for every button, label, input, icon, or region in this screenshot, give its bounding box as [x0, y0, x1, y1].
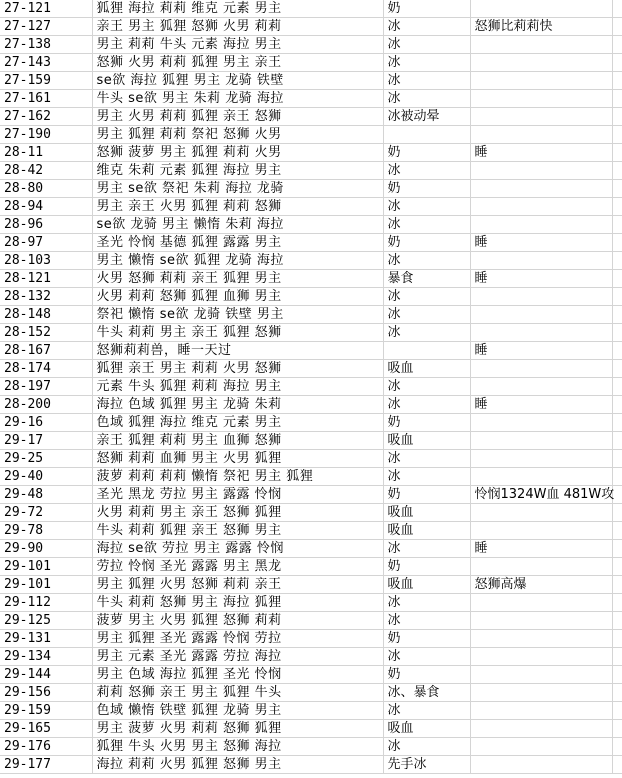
cell-team[interactable]: 狐狸 亲王 男主 莉莉 火男 怒狮	[92, 360, 383, 378]
cell-team[interactable]: 亲王 狐狸 莉莉 男主 血狮 怒狮	[92, 432, 383, 450]
table-row	[0, 306, 622, 324]
cell-empty[interactable]	[612, 72, 622, 90]
table-row	[0, 18, 622, 36]
cell-id[interactable]: 27-138	[0, 36, 92, 54]
cell-note[interactable]	[470, 738, 612, 756]
cell-id[interactable]: 29-90	[0, 540, 92, 558]
cell-team[interactable]: 男主 狐狸 火男 怒狮 莉莉 亲王	[92, 576, 383, 594]
cell-empty[interactable]	[612, 558, 622, 576]
cell-empty[interactable]	[612, 666, 622, 684]
cell-empty[interactable]	[612, 468, 622, 486]
cell-id[interactable]: 29-131	[0, 630, 92, 648]
table-row	[0, 270, 622, 288]
cell-empty[interactable]	[612, 756, 622, 774]
cell-method[interactable]	[383, 126, 470, 144]
table-row	[0, 72, 622, 90]
cell-id[interactable]: 28-94	[0, 198, 92, 216]
cell-team[interactable]: 狐狸 牛头 火男 男主 怒狮 海拉	[92, 738, 383, 756]
cell-empty[interactable]	[612, 540, 622, 558]
cell-id[interactable]: 27-121	[0, 0, 92, 18]
table-row	[0, 648, 622, 666]
cell-note[interactable]	[470, 198, 612, 216]
cell-empty[interactable]	[612, 594, 622, 612]
cell-id[interactable]: 27-161	[0, 90, 92, 108]
cell-team[interactable]: 元素 牛头 狐狸 莉莉 海拉 男主	[92, 378, 383, 396]
cell-team[interactable]: 火男 莉莉 男主 亲王 怒狮 狐狸	[92, 504, 383, 522]
cell-note[interactable]: 睡	[470, 396, 612, 414]
cell-method[interactable]: 先手冰	[383, 756, 470, 774]
cell-id[interactable]: 29-159	[0, 702, 92, 720]
cell-note[interactable]	[470, 252, 612, 270]
table-row	[0, 504, 622, 522]
cell-team[interactable]: 菠萝 莉莉 莉莉 懒惰 祭祀 男主 狐狸	[92, 468, 383, 486]
table-row	[0, 90, 622, 108]
cell-method[interactable]: 冰	[383, 162, 470, 180]
cell-method[interactable]: 奶	[383, 0, 470, 18]
cell-note[interactable]	[470, 684, 612, 702]
cell-id[interactable]: 29-176	[0, 738, 92, 756]
cell-id[interactable]: 29-16	[0, 414, 92, 432]
cell-method[interactable]: 吸血	[383, 522, 470, 540]
cell-empty[interactable]	[612, 36, 622, 54]
table-row	[0, 36, 622, 54]
cell-method[interactable]: 奶	[383, 558, 470, 576]
cell-team[interactable]: 怒狮莉莉兽，睡一天过	[92, 342, 383, 360]
cell-team[interactable]: 怒狮 火男 莉莉 狐狸 男主 亲王	[92, 54, 383, 72]
table-row	[0, 288, 622, 306]
cell-note[interactable]	[470, 72, 612, 90]
cell-team[interactable]: 牛头 莉莉 怒狮 男主 海拉 狐狸	[92, 594, 383, 612]
cell-note[interactable]	[470, 162, 612, 180]
cell-team[interactable]: 火男 怒狮 莉莉 亲王 狐狸 男主	[92, 270, 383, 288]
cell-method[interactable]: 冰	[383, 288, 470, 306]
cell-team[interactable]: 莉莉 怒狮 亲王 男主 狐狸 牛头	[92, 684, 383, 702]
cell-note[interactable]	[470, 720, 612, 738]
cell-note[interactable]	[470, 216, 612, 234]
table-row	[0, 180, 622, 198]
table-row	[0, 720, 622, 738]
cell-note[interactable]	[470, 756, 612, 774]
cell-note[interactable]	[470, 594, 612, 612]
cell-id[interactable]: 28-103	[0, 252, 92, 270]
cell-method[interactable]: 奶	[383, 630, 470, 648]
cell-note[interactable]: 怒狮比莉莉快	[470, 18, 612, 36]
cell-id[interactable]: 28-132	[0, 288, 92, 306]
cell-empty[interactable]	[612, 234, 622, 252]
cell-id[interactable]: 28-42	[0, 162, 92, 180]
cell-team[interactable]: 男主 亲王 火男 狐狸 莉莉 怒狮	[92, 198, 383, 216]
cell-note[interactable]	[470, 630, 612, 648]
table-row	[0, 468, 622, 486]
cell-team[interactable]: 牛头 se欲 男主 朱莉 龙骑 海拉	[92, 90, 383, 108]
table-row	[0, 0, 622, 18]
cell-empty[interactable]	[612, 720, 622, 738]
cell-empty[interactable]	[612, 306, 622, 324]
cell-note[interactable]	[470, 288, 612, 306]
cell-team[interactable]: 男主 狐狸 圣光 露露 怜悯 劳拉	[92, 630, 383, 648]
cell-id[interactable]: 28-121	[0, 270, 92, 288]
cell-id[interactable]: 27-143	[0, 54, 92, 72]
cell-method[interactable]: 冰	[383, 540, 470, 558]
cell-team[interactable]: 牛头 莉莉 狐狸 亲王 怒狮 男主	[92, 522, 383, 540]
cell-id[interactable]: 29-78	[0, 522, 92, 540]
table-row	[0, 522, 622, 540]
cell-method[interactable]: 冰	[383, 738, 470, 756]
cell-note[interactable]	[470, 0, 612, 18]
cell-method[interactable]: 冰被动晕	[383, 108, 470, 126]
cell-team[interactable]: 男主 se欲 祭祀 朱莉 海拉 龙骑	[92, 180, 383, 198]
table-row	[0, 702, 622, 720]
cell-note[interactable]	[470, 414, 612, 432]
cell-method[interactable]: 冰	[383, 198, 470, 216]
cell-id[interactable]: 29-17	[0, 432, 92, 450]
cell-id[interactable]: 28-174	[0, 360, 92, 378]
table-row	[0, 558, 622, 576]
cell-team[interactable]: 色域 懒惰 铁壁 狐狸 龙骑 男主	[92, 702, 383, 720]
cell-method[interactable]	[383, 342, 470, 360]
cell-id[interactable]: 28-152	[0, 324, 92, 342]
cell-empty[interactable]	[612, 522, 622, 540]
table-row	[0, 324, 622, 342]
cell-empty[interactable]	[612, 396, 622, 414]
cell-empty[interactable]	[612, 612, 622, 630]
cell-id[interactable]: 28-148	[0, 306, 92, 324]
cell-team[interactable]: 海拉 se欲 劳拉 男主 露露 怜悯	[92, 540, 383, 558]
table-row	[0, 54, 622, 72]
cell-method[interactable]: 冰	[383, 90, 470, 108]
table-row	[0, 234, 622, 252]
cell-note[interactable]	[470, 360, 612, 378]
cell-method[interactable]: 吸血	[383, 576, 470, 594]
cell-note[interactable]: 睡	[470, 342, 612, 360]
cell-note[interactable]: 睡	[470, 540, 612, 558]
cell-note[interactable]	[470, 126, 612, 144]
cell-team[interactable]: 祭祀 懒惰 se欲 龙骑 铁壁 男主	[92, 306, 383, 324]
cell-id[interactable]: 29-101	[0, 576, 92, 594]
cell-id[interactable]: 29-156	[0, 684, 92, 702]
cell-id[interactable]: 28-197	[0, 378, 92, 396]
cell-team[interactable]: 菠萝 男主 火男 狐狸 怒狮 莉莉	[92, 612, 383, 630]
cell-method[interactable]: 冰、暴食	[383, 684, 470, 702]
cell-team[interactable]: 狐狸 海拉 莉莉 维克 元素 男主	[92, 0, 383, 18]
cell-method[interactable]: 奶	[383, 486, 470, 504]
cell-method[interactable]: 冰	[383, 702, 470, 720]
cell-empty[interactable]	[612, 198, 622, 216]
cell-team[interactable]: 海拉 莉莉 火男 狐狸 怒狮 男主	[92, 756, 383, 774]
cell-empty[interactable]	[612, 432, 622, 450]
table-row	[0, 216, 622, 234]
table-row	[0, 378, 622, 396]
cell-team[interactable]: se欲 海拉 狐狸 男主 龙骑 铁壁	[92, 72, 383, 90]
cell-empty[interactable]	[612, 18, 622, 36]
table-row	[0, 630, 622, 648]
cell-empty[interactable]	[612, 252, 622, 270]
cell-empty[interactable]	[612, 684, 622, 702]
cell-method[interactable]: 吸血	[383, 504, 470, 522]
cell-note[interactable]: 怜悯1324W血 481W攻	[470, 486, 612, 504]
cell-method[interactable]: 吸血	[383, 720, 470, 738]
table-row	[0, 144, 622, 162]
cell-empty[interactable]	[612, 504, 622, 522]
cell-id[interactable]: 29-48	[0, 486, 92, 504]
cell-team[interactable]: 圣光 黑龙 劳拉 男主 露露 怜悯	[92, 486, 383, 504]
cell-id[interactable]: 27-162	[0, 108, 92, 126]
table-row	[0, 486, 622, 504]
cell-note[interactable]	[470, 108, 612, 126]
cell-method[interactable]: 冰	[383, 612, 470, 630]
cell-team[interactable]: 男主 元素 圣光 露露 劳拉 海拉	[92, 648, 383, 666]
table-row	[0, 396, 622, 414]
cell-id[interactable]: 29-177	[0, 756, 92, 774]
cell-method[interactable]: 奶	[383, 666, 470, 684]
cell-method[interactable]: 冰	[383, 648, 470, 666]
cell-id[interactable]: 28-200	[0, 396, 92, 414]
cell-empty[interactable]	[612, 342, 622, 360]
cell-empty[interactable]	[612, 414, 622, 432]
cell-team[interactable]: 圣光 怜悯 基德 狐狸 露露 男主	[92, 234, 383, 252]
cell-method[interactable]: 奶	[383, 180, 470, 198]
table-row	[0, 738, 622, 756]
table-row	[0, 756, 622, 774]
cell-note[interactable]	[470, 702, 612, 720]
cell-method[interactable]: 暴食	[383, 270, 470, 288]
cell-note[interactable]: 睡	[470, 144, 612, 162]
cell-note[interactable]	[470, 648, 612, 666]
cell-note[interactable]: 怒狮高爆	[470, 576, 612, 594]
cell-team[interactable]: 海拉 色域 狐狸 男主 龙骑 朱莉	[92, 396, 383, 414]
cell-empty[interactable]	[612, 54, 622, 72]
cell-method[interactable]: 冰	[383, 468, 470, 486]
cell-team[interactable]: 男主 狐狸 莉莉 祭祀 怒狮 火男	[92, 126, 383, 144]
cell-empty[interactable]	[612, 702, 622, 720]
cell-id[interactable]: 27-190	[0, 126, 92, 144]
cell-empty[interactable]	[612, 378, 622, 396]
table-row	[0, 540, 622, 558]
cell-team[interactable]: 色域 狐狸 海拉 维克 元素 男主	[92, 414, 383, 432]
table-row	[0, 450, 622, 468]
cell-empty[interactable]	[612, 324, 622, 342]
cell-empty[interactable]	[612, 630, 622, 648]
cell-note[interactable]	[470, 504, 612, 522]
cell-team[interactable]: 男主 火男 莉莉 狐狸 亲王 怒狮	[92, 108, 383, 126]
cell-note[interactable]	[470, 468, 612, 486]
table-row	[0, 684, 622, 702]
cell-empty[interactable]	[612, 216, 622, 234]
cell-note[interactable]	[470, 90, 612, 108]
cell-note[interactable]	[470, 36, 612, 54]
cell-method[interactable]: 冰	[383, 450, 470, 468]
table-row	[0, 360, 622, 378]
cell-note[interactable]	[470, 306, 612, 324]
cell-team[interactable]: 劳拉 怜悯 圣光 露露 男主 黑龙	[92, 558, 383, 576]
cell-team[interactable]: 怒狮 莉莉 血狮 男主 火男 狐狸	[92, 450, 383, 468]
cell-note[interactable]	[470, 378, 612, 396]
cell-id[interactable]: 29-101	[0, 558, 92, 576]
cell-note[interactable]	[470, 432, 612, 450]
table-row	[0, 162, 622, 180]
cell-id[interactable]: 28-96	[0, 216, 92, 234]
cell-id[interactable]: 28-11	[0, 144, 92, 162]
cell-method[interactable]: 冰	[383, 396, 470, 414]
cell-empty[interactable]	[612, 162, 622, 180]
table-row	[0, 126, 622, 144]
cell-method[interactable]: 冰	[383, 54, 470, 72]
cell-method[interactable]: 冰	[383, 324, 470, 342]
cell-id[interactable]: 27-127	[0, 18, 92, 36]
cell-method[interactable]: 冰	[383, 306, 470, 324]
table-row	[0, 414, 622, 432]
cell-team[interactable]: 男主 懒惰 se欲 狐狸 龙骑 海拉	[92, 252, 383, 270]
table-row	[0, 432, 622, 450]
cell-empty[interactable]	[612, 270, 622, 288]
cell-id[interactable]: 29-25	[0, 450, 92, 468]
cell-note[interactable]	[470, 522, 612, 540]
cell-empty[interactable]	[612, 144, 622, 162]
cell-note[interactable]	[470, 324, 612, 342]
cell-empty[interactable]	[612, 576, 622, 594]
cell-empty[interactable]	[612, 90, 622, 108]
cell-team[interactable]: se欲 龙骑 男主 懒惰 朱莉 海拉	[92, 216, 383, 234]
cell-empty[interactable]	[612, 126, 622, 144]
cell-method[interactable]: 冰	[383, 72, 470, 90]
cell-method[interactable]: 吸血	[383, 432, 470, 450]
cell-method[interactable]: 吸血	[383, 360, 470, 378]
cell-id[interactable]: 28-167	[0, 342, 92, 360]
cell-method[interactable]: 冰	[383, 252, 470, 270]
table-row	[0, 252, 622, 270]
cell-empty[interactable]	[612, 0, 622, 18]
table-row	[0, 612, 622, 630]
cell-team[interactable]: 牛头 莉莉 男主 亲王 狐狸 怒狮	[92, 324, 383, 342]
cell-id[interactable]: 29-144	[0, 666, 92, 684]
cell-empty[interactable]	[612, 450, 622, 468]
cell-empty[interactable]	[612, 180, 622, 198]
cell-note[interactable]: 睡	[470, 234, 612, 252]
cell-note[interactable]	[470, 612, 612, 630]
table-row	[0, 108, 622, 126]
cell-empty[interactable]	[612, 648, 622, 666]
cell-method[interactable]: 冰	[383, 378, 470, 396]
table-row	[0, 594, 622, 612]
cell-id[interactable]: 29-72	[0, 504, 92, 522]
cell-team[interactable]: 男主 莉莉 牛头 元素 海拉 男主	[92, 36, 383, 54]
cell-id[interactable]: 29-112	[0, 594, 92, 612]
cell-team[interactable]: 亲王 男主 狐狸 怒狮 火男 莉莉	[92, 18, 383, 36]
cell-team[interactable]: 怒狮 菠萝 男主 狐狸 莉莉 火男	[92, 144, 383, 162]
cell-method[interactable]: 冰	[383, 36, 470, 54]
cell-note[interactable]	[470, 558, 612, 576]
cell-team[interactable]: 男主 菠萝 火男 莉莉 怒狮 狐狸	[92, 720, 383, 738]
table-row	[0, 198, 622, 216]
table-row	[0, 342, 622, 360]
cell-note[interactable]	[470, 54, 612, 72]
cell-id[interactable]: 29-165	[0, 720, 92, 738]
cell-method[interactable]: 冰	[383, 18, 470, 36]
cell-id[interactable]: 27-159	[0, 72, 92, 90]
cell-note[interactable]	[470, 450, 612, 468]
cell-method[interactable]: 奶	[383, 234, 470, 252]
cell-empty[interactable]	[612, 288, 622, 306]
cell-id[interactable]: 28-97	[0, 234, 92, 252]
cell-team[interactable]: 火男 莉莉 怒狮 狐狸 血狮 男主	[92, 288, 383, 306]
cell-empty[interactable]	[612, 738, 622, 756]
cell-empty[interactable]	[612, 360, 622, 378]
cell-team[interactable]: 维克 朱莉 元素 狐狸 海拉 男主	[92, 162, 383, 180]
cell-method[interactable]: 奶	[383, 144, 470, 162]
cell-method[interactable]: 冰	[383, 216, 470, 234]
table-row	[0, 666, 622, 684]
cell-id[interactable]: 29-125	[0, 612, 92, 630]
cell-id[interactable]: 28-80	[0, 180, 92, 198]
cell-note[interactable]: 睡	[470, 270, 612, 288]
cell-method[interactable]: 冰	[383, 594, 470, 612]
table-row	[0, 576, 622, 594]
cell-id[interactable]: 29-134	[0, 648, 92, 666]
cell-empty[interactable]	[612, 108, 622, 126]
cell-note[interactable]	[470, 666, 612, 684]
cell-id[interactable]: 29-40	[0, 468, 92, 486]
cell-method[interactable]: 奶	[383, 414, 470, 432]
cell-team[interactable]: 男主 色域 海拉 狐狸 圣光 怜悯	[92, 666, 383, 684]
cell-note[interactable]	[470, 180, 612, 198]
